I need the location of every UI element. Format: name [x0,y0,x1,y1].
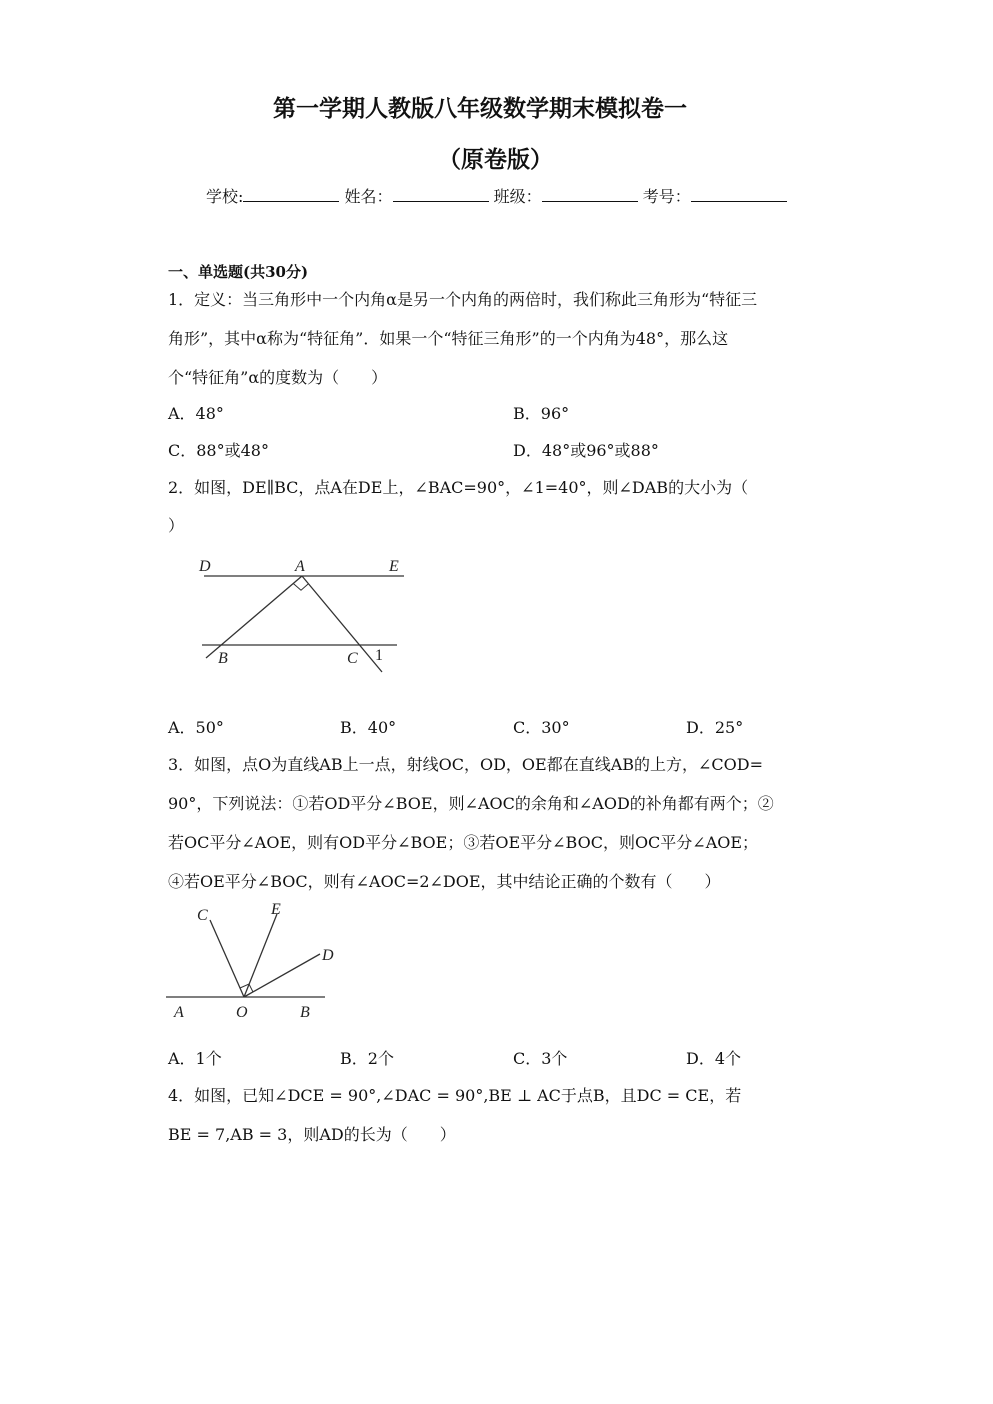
q3-ray-oc [210,920,244,997]
q3-line-3: 若OC平分∠AOE，则有OD平分∠BOE；③若OE平分∠BOC，则OC平分∠AOE； [168,833,759,852]
student-info-row [206,184,787,207]
q3-ray-od [244,954,320,997]
q2-label-angle-1: 1 [375,647,383,664]
q1-line-1: 1．定义：当三角形中一个内角α是另一个内角的两倍时，我们称此三角形为“特征三 [168,290,758,309]
q3-label-a: A [174,1004,184,1021]
name-label: 姓名： [344,187,393,206]
q2-option-a: A．50° [168,718,224,737]
school-label: 学校: [206,187,244,206]
school-blank [243,187,339,202]
q1-option-d: D．48°或96°或88° [513,441,659,460]
page-subtitle: （原卷版） [438,146,553,173]
q3-option-d: D．4个 [686,1049,742,1068]
q2-label-a: A [295,558,305,575]
q3-label-c: C [197,907,208,924]
q3-label-e: E [271,901,281,918]
q2-option-d: D．25° [686,718,744,737]
q2-label-d: D [199,558,211,575]
q2-label-e: E [389,558,399,575]
q2-line-2: ） [168,516,185,535]
name-blank [393,187,489,202]
q2-line-1: 2．如图，DE∥BC，点A在DE上，∠BAC=90°，∠1=40°，则∠DAB的大小为（ [168,478,749,497]
q2-segment-ab [206,576,302,658]
page-title: 第一学期人教版八年级数学期末模拟卷一 [273,95,687,122]
q2-right-angle-mark [293,584,308,591]
q1-option-a: A．48° [168,404,224,423]
section-heading: 一、单选题(共30分) [168,263,309,281]
class-blank [542,187,638,202]
q3-label-o: O [236,1004,248,1021]
q4-line-2: BE = 7,AB = 3，则AD的长为（ ） [168,1125,456,1144]
q2-option-c: C．30° [513,718,570,737]
q2-label-b: B [218,650,228,667]
q2-label-c: C [347,650,358,667]
exam-no-label: 考号： [642,187,691,206]
q1-option-b: B．96° [513,404,570,423]
q1-line-3: 个“特征角”α的度数为（ ） [168,368,388,387]
q4-line-1: 4．如图，已知∠DCE = 90°,∠DAC = 90°,BE ⊥ AC于点B，且DC = CE，若 [168,1086,742,1105]
q3-option-b: B．2个 [340,1049,394,1068]
q3-line-2: 90°，下列说法：①若OD平分∠BOE，则∠AOC的余角和∠AOD的补角都有两个；② [168,794,774,813]
q3-label-b: B [300,1004,310,1021]
class-label: 班级： [493,187,542,206]
q3-line-1: 3．如图，点O为直线AB上一点，射线OC，OD，OE都在直线AB的上方，∠COD= [168,755,764,774]
q3-option-a: A．1个 [168,1049,222,1068]
q2-segment-ac-extended [302,576,382,672]
q1-line-2: 角形”，其中α称为“特征角”．如果一个“特征三角形”的一个内角为48°，那么这 [168,329,729,348]
q2-figure [190,552,420,682]
q2-option-b: B．40° [340,718,397,737]
q3-line-4: ④若OE平分∠BOC，则有∠AOC=2∠DOE，其中结论正确的个数有（ ） [168,872,721,891]
q1-option-c: C．88°或48° [168,441,269,460]
q3-figure [160,896,350,1026]
q3-label-d: D [322,947,334,964]
q3-option-c: C．3个 [513,1049,568,1068]
exam-no-blank [691,187,787,202]
